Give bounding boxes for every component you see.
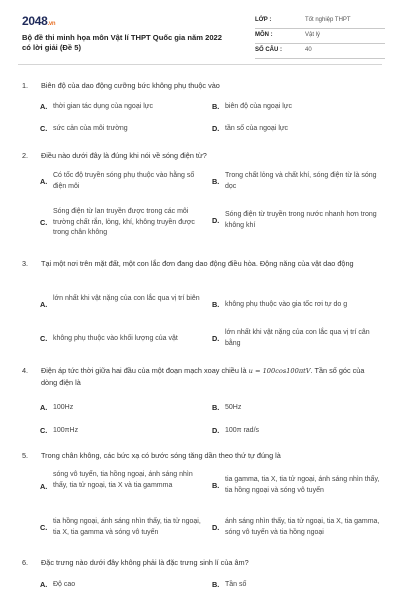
option-text: sức cản của môi trường xyxy=(53,125,128,132)
option-text: Sóng điện từ truyền trong nước nhanh hơn trong không khí xyxy=(225,211,377,229)
option-letter: B. xyxy=(212,580,220,589)
meta-value: 40 xyxy=(305,47,312,53)
option-letter: C. xyxy=(40,523,48,532)
option-text: Sóng điện từ lan truyền được trong các môi trường chất rắn, lỏng, khí, không truyền được trong chân không xyxy=(53,208,195,236)
question-stem xyxy=(22,557,382,568)
meta-row-question-count xyxy=(255,44,385,59)
option-text: không phụ thuộc vào gia tốc rơi tự do g xyxy=(225,301,348,308)
option-text: tia hồng ngoại, ánh sáng nhìn thấy, tia tử ngoại, tia X, tia gamma và sóng vô tuyến xyxy=(53,518,201,536)
option-text: 100Hz xyxy=(53,404,74,411)
question-6 xyxy=(22,557,382,589)
option-letter: A. xyxy=(40,482,48,491)
question-stem xyxy=(22,258,367,269)
option-text: Độ cao xyxy=(53,581,76,588)
question-stem xyxy=(22,80,382,91)
question-text-before: Điện áp tức thời giữa hai đầu của một đoạn mạch xoay chiều là xyxy=(41,366,249,375)
question-stem xyxy=(22,365,367,388)
option-text: lớn nhất khi vật nặng của con lắc qua vị trí biên xyxy=(53,295,200,302)
meta-value: Vật lý xyxy=(305,32,321,38)
document-title: Bộ đề thi minh họa môn Vật lí THPT Quốc gia năm 2022 có lời giải (Đề 5) xyxy=(22,33,222,52)
option-letter: B. xyxy=(212,300,220,309)
option-letter: C. xyxy=(40,124,48,133)
option-letter: A. xyxy=(40,580,48,589)
option-letter: A. xyxy=(40,403,48,412)
option-letter: D. xyxy=(212,124,220,133)
logo-suffix: .vn xyxy=(47,21,56,27)
option-letter: D. xyxy=(212,216,220,225)
option-text: Có tốc độ truyền sóng phụ thuộc vào hằng số điện môi xyxy=(53,172,195,190)
question-2 xyxy=(22,150,382,236)
option-text: biên độ của ngoại lực xyxy=(225,103,292,110)
question-number: 5. xyxy=(22,451,29,460)
page-header xyxy=(22,14,382,60)
option-text: Trong chất lỏng và chất khí, sóng điện từ là sóng dọc xyxy=(225,172,377,190)
option-letter: C. xyxy=(40,218,48,227)
document-meta xyxy=(255,14,385,59)
logo-text: 2048 xyxy=(22,14,48,28)
option-letter: B. xyxy=(212,102,220,111)
question-text: Trong chân không, các bức xạ có bước sóng tăng dần theo thứ tự đúng là xyxy=(41,451,281,460)
meta-key: MÔN : xyxy=(255,32,273,38)
question-number: 3. xyxy=(22,259,29,268)
meta-key: SỐ CÂU : xyxy=(255,47,282,53)
option-letter: D. xyxy=(212,426,220,435)
option-letter: D. xyxy=(212,523,220,532)
question-stem xyxy=(22,450,382,461)
question-text: Tại một nơi trên mặt đất, một con lắc đơn đang dao động điều hòa. Động năng của vật dao động xyxy=(41,259,354,268)
meta-row-subject xyxy=(255,29,385,44)
question-number: 1. xyxy=(22,81,29,90)
option-text: ánh sáng nhìn thấy, tia tử ngoại, tia X, tia gamma, sóng vô tuyến và tia hồng ngoại xyxy=(225,518,380,536)
question-text: Điều nào dưới đây là đúng khi nói về sóng điện từ? xyxy=(41,151,207,160)
option-letter: D. xyxy=(212,334,220,343)
question-text-after: . Tần số góc của dòng điện là xyxy=(41,366,365,387)
voltage-formula: u = 100cos100πtV xyxy=(248,367,311,375)
question-number: 2. xyxy=(22,151,29,160)
option-text: thời gian tác dụng của ngoại lực xyxy=(53,103,153,110)
option-text: lớn nhất khi vật nặng của con lắc qua vị trí cân bằng xyxy=(225,329,370,347)
option-text: Tần số xyxy=(225,581,247,588)
option-letter: B. xyxy=(212,403,220,412)
meta-row-class xyxy=(255,14,385,29)
option-letter: B. xyxy=(212,481,220,490)
option-text: sóng vô tuyến, tia hồng ngoại, ánh sáng nhìn thấy, tia tử ngoại, tia X và tia gammma xyxy=(53,471,193,489)
meta-key: LỚP : xyxy=(255,17,272,23)
option-letter: B. xyxy=(212,177,220,186)
question-5 xyxy=(22,450,382,536)
meta-value: Tốt nghiệp THPT xyxy=(305,17,351,23)
option-letter: A. xyxy=(40,300,48,309)
header-divider xyxy=(18,64,382,65)
option-text: không phụ thuộc vào khối lượng của vật xyxy=(53,335,178,342)
option-text: tần số của ngoại lực xyxy=(225,125,289,132)
option-text: 100π rad/s xyxy=(225,427,260,434)
question-4 xyxy=(22,365,382,435)
option-text: 50Hz xyxy=(225,404,242,411)
option-letter: C. xyxy=(40,334,48,343)
question-3 xyxy=(22,258,382,347)
question-number: 4. xyxy=(22,366,29,375)
question-1 xyxy=(22,80,382,133)
option-text: tia gamma, tia X, tia tử ngoại, ánh sáng nhìn thấy, tia hồng ngoại và sóng vô tuyến xyxy=(225,476,380,494)
question-stem xyxy=(22,150,382,161)
option-text: 100πHz xyxy=(53,427,79,434)
option-letter: C. xyxy=(40,426,48,435)
question-text: Biên độ của dao động cưỡng bức không phụ thuộc vào xyxy=(41,81,220,90)
option-letter: A. xyxy=(40,177,48,186)
question-number: 6. xyxy=(22,558,29,567)
question-text: Đặc trưng nào dưới đây không phải là đặc trưng sinh lí của âm? xyxy=(41,558,249,567)
site-logo[interactable] xyxy=(22,14,55,28)
option-letter: A. xyxy=(40,102,48,111)
